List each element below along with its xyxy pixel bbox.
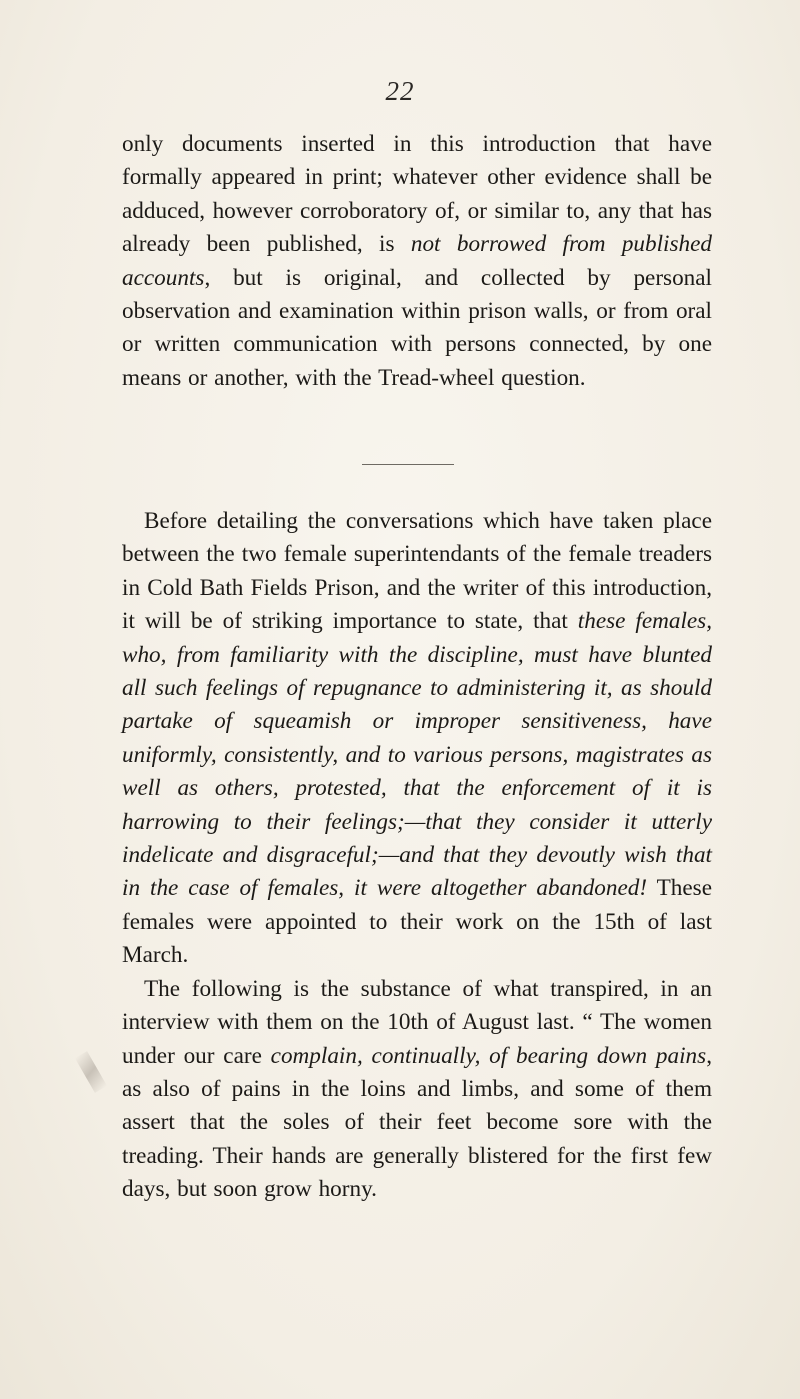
para1-segment-3: These females were appointed to their work on the 15th of last March.: [122, 875, 712, 969]
paragraph-superintendants: [122, 505, 712, 973]
main-section: [122, 505, 712, 1207]
para1-segment-2-italic: these females, who, from familiarity with the discipline, must have blunted all such feelings of repugnance to administering it, as should partake of squeamish or improper sensitiveness, have uniformly, consistently, and to various persons, magistrates as well as others, protested, that the enforcement of it is harrowing to their feelings;—that they consider it utterly indelicate and disgraceful;—and that they devoutly wish that in the case of females, it were altogether abandoned!: [122, 608, 712, 902]
paragraph-interview: [122, 973, 712, 1207]
intro-segment-1: only documents inserted in this introduction that have formally appeared in print; whatever other evidence shall be adduced, however corroboratory of, or similar to, any that has already been published, is: [122, 131, 712, 258]
intro-text: [122, 128, 712, 395]
intro-paragraph: [122, 128, 712, 395]
intro-segment-3: , but is original, and collected by personal observation and examination within prison walls, or from oral or written communication with persons connected, by one means or another, with the Tread-wheel question.: [122, 264, 712, 391]
para1-segment-1: Before detailing the conversations which have taken place between the two female superintendants of the female treaders in Cold Bath Fields Prison, and the writer of this introduction, it will be of striking importance to state, that: [122, 508, 712, 635]
para2-segment-3: , as also of pains in the loins and limbs, and some of them assert that the soles of their feet become sore with the treading. Their hands are generally blistered for the first few days, but soon grow horny.: [122, 1042, 712, 1203]
section-divider: [362, 464, 454, 465]
intro-segment-2-italic: not borrowed from published accounts: [122, 231, 712, 291]
margin-smudge: [75, 1051, 107, 1093]
para2-segment-1: The following is the substance of what transpired, in an interview with them on the 10th of August last. “ The women under our care: [122, 975, 712, 1069]
para2-segment-2-italic: complain, continually, of bearing down pains: [270, 1042, 707, 1069]
page-number: 22: [385, 76, 415, 106]
